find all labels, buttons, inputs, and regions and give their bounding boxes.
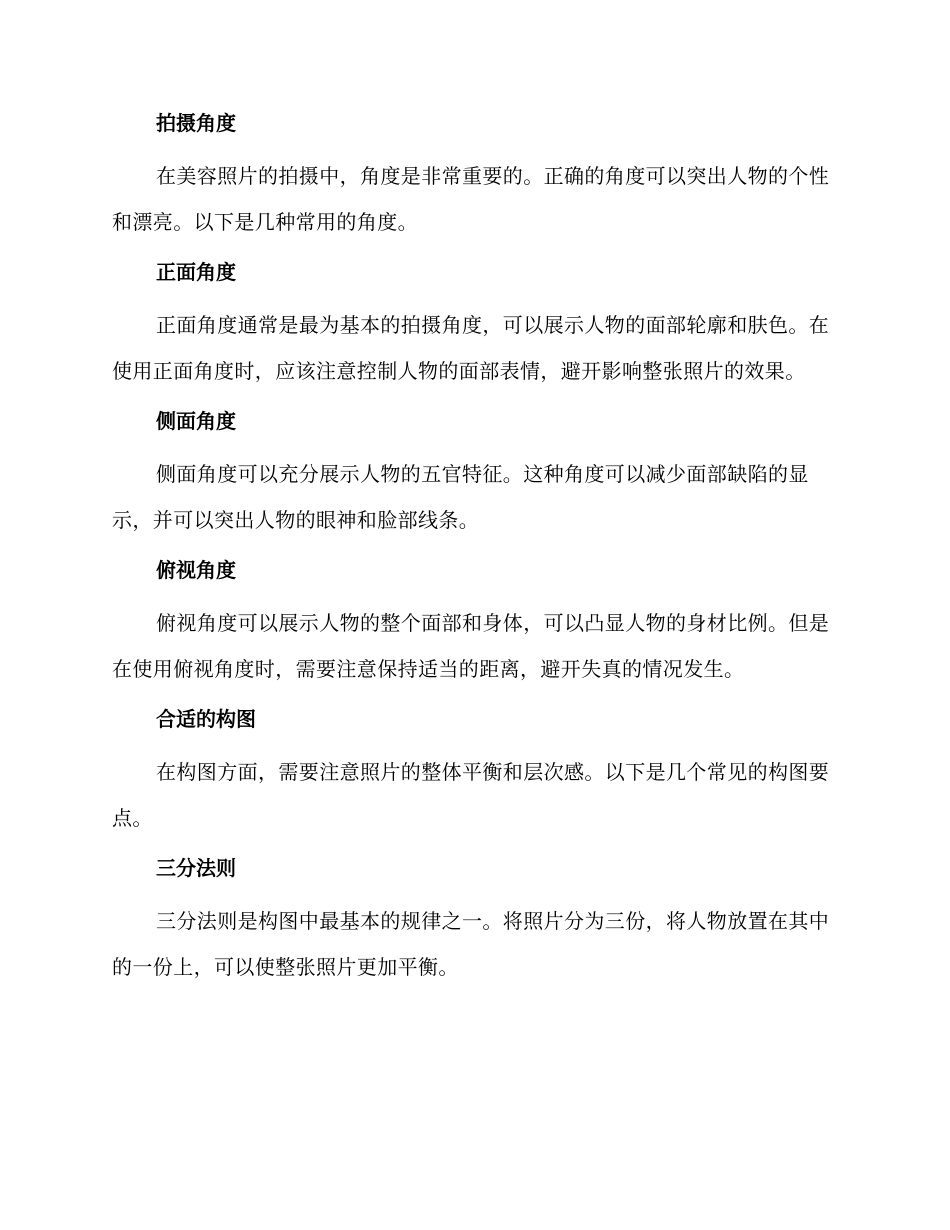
- section-front-angle: [112, 257, 834, 394]
- section-shooting-angle: [112, 108, 834, 245]
- section-heading: 正面角度: [156, 260, 236, 284]
- section-heading: 侧面角度: [156, 409, 236, 433]
- document-page: [112, 108, 834, 1002]
- section-heading: 俯视角度: [156, 558, 236, 582]
- section-heading: 合适的构图: [156, 707, 256, 731]
- section-rule-of-thirds: [112, 853, 834, 990]
- section-heading: 拍摄角度: [156, 111, 236, 135]
- section-top-down-angle: [112, 555, 834, 692]
- section-paragraph: 俯视角度可以展示人物的整个面部和身体，可以凸显人物的身材比例。但是在使用俯视角度时，需要注意保持适当的距离，避开失真的情况发生。: [112, 611, 830, 681]
- section-paragraph: 正面角度通常是最为基本的拍摄角度，可以展示人物的面部轮廓和肤色。在使用正面角度时，应该注意控制人物的面部表情，避开影响整张照片的效果。: [112, 313, 830, 383]
- section-side-angle: [112, 406, 834, 543]
- section-paragraph: 在构图方面，需要注意照片的整体平衡和层次感。以下是几个常见的构图要点。: [112, 760, 830, 830]
- section-paragraph: 三分法则是构图中最基本的规律之一。将照片分为三份，将人物放置在其中的一份上，可以使整张照片更加平衡。: [112, 909, 830, 979]
- section-heading: 三分法则: [156, 856, 236, 880]
- section-composition: [112, 704, 834, 841]
- section-paragraph: 在美容照片的拍摄中，角度是非常重要的。正确的角度可以突出人物的个性和漂亮。以下是几种常用的角度。: [112, 164, 830, 234]
- section-paragraph: 侧面角度可以充分展示人物的五官特征。这种角度可以减少面部缺陷的显示，并可以突出人物的眼神和脸部线条。: [112, 462, 809, 532]
